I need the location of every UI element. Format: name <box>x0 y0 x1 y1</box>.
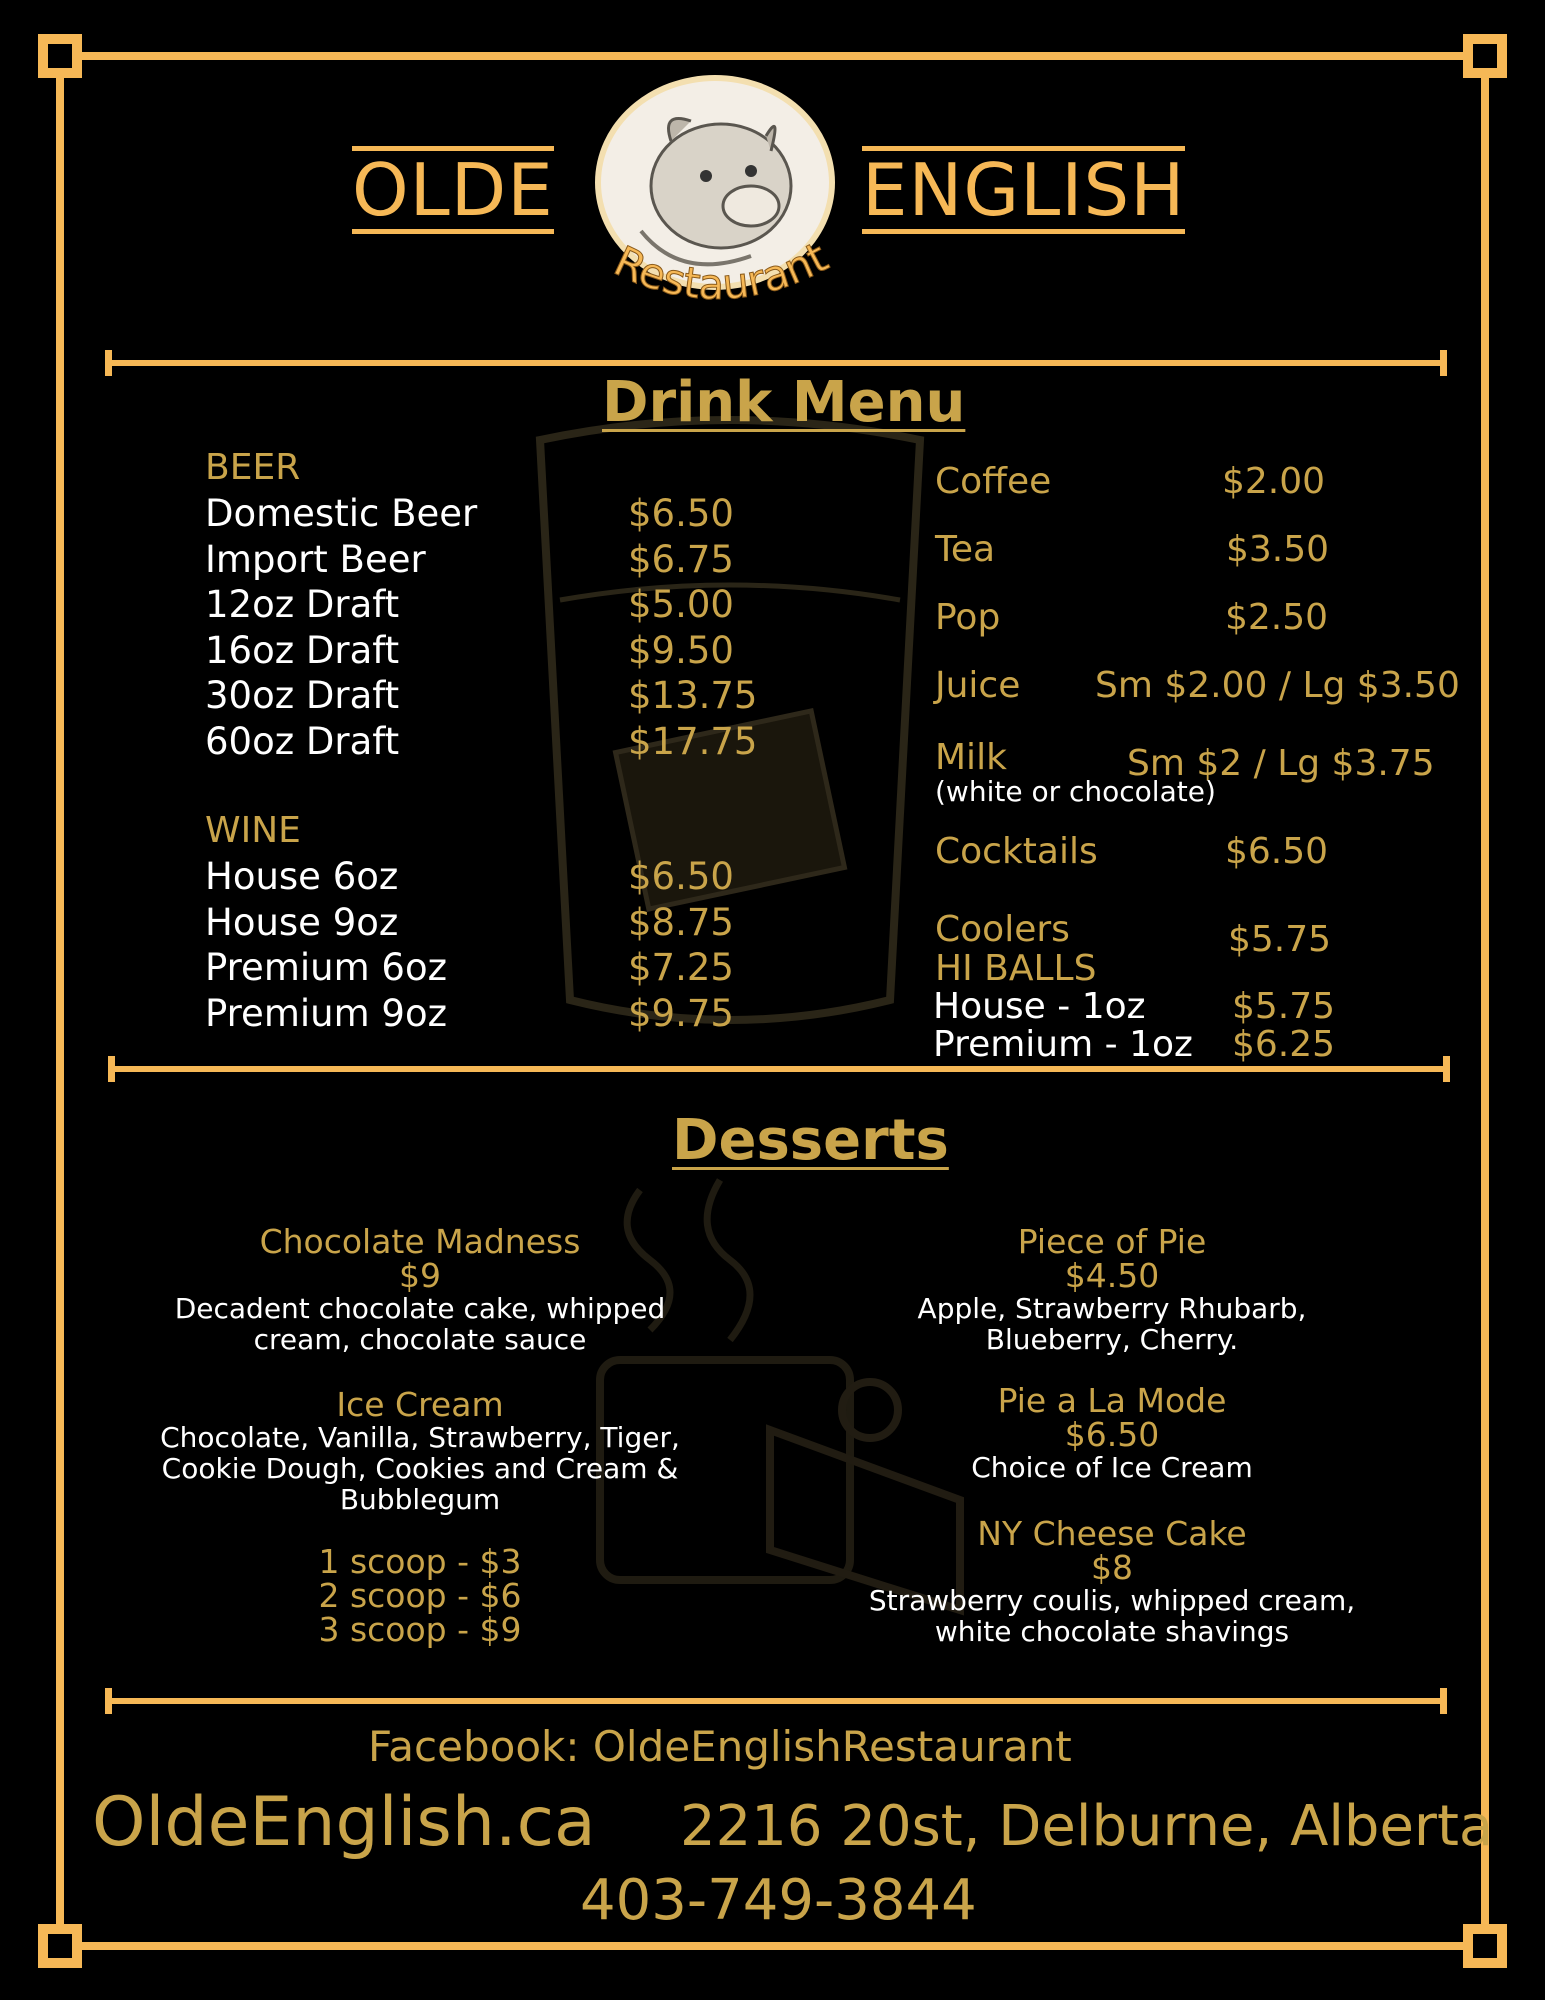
menu-item-price: $5.00 <box>628 583 734 626</box>
dessert-name: Pie a La Mode <box>997 1381 1227 1420</box>
scoop-price: 3 scoop - $9 <box>318 1610 522 1649</box>
menu-item-price: $6.50 <box>628 855 734 898</box>
phone-text: 403-749-3844 <box>580 1868 977 1933</box>
dessert-name: NY Cheese Cake <box>977 1514 1247 1553</box>
menu-item-price: $6.50 <box>1225 831 1329 872</box>
frame-top <box>60 52 1485 60</box>
menu-item-name: 16oz Draft <box>205 628 400 672</box>
dessert-desc-line: Choice of Ice Cream <box>971 1451 1253 1484</box>
menu-item-name: Cocktails <box>935 831 1098 872</box>
dessert-desc-line: Bubblegum <box>339 1483 501 1516</box>
dessert-name: Ice Cream <box>336 1385 504 1424</box>
menu-item-price: $6.25 <box>1232 1024 1336 1065</box>
dessert-price: $4.50 <box>1064 1256 1160 1295</box>
dessert-desc-line: Strawberry coulis, whipped cream, <box>868 1584 1356 1617</box>
frame-corner-bottom-right <box>1463 1924 1507 1968</box>
scoop-price: 2 scoop - $6 <box>318 1576 522 1615</box>
menu-item-price: $7.25 <box>628 946 734 989</box>
dessert-price: $9 <box>399 1256 441 1295</box>
menu-item-name: 60oz Draft <box>205 719 400 763</box>
dessert-name: Piece of Pie <box>1017 1222 1207 1261</box>
menu-item-name: 12oz Draft <box>205 583 400 626</box>
menu-item-name: 30oz Draft <box>205 674 400 717</box>
dessert-ny-cheese-cake <box>812 1514 1412 1648</box>
menu-item-name: House 9oz <box>205 900 399 944</box>
menu-item-price: $6.50 <box>628 492 734 535</box>
drink-menu-title: Drink Menu <box>602 370 966 435</box>
dessert-chocolate-madness <box>120 1222 720 1356</box>
menu-item-name: Pop <box>935 597 1001 638</box>
menu-item-price: $2.00 <box>1222 461 1326 502</box>
dessert-desc-line: white chocolate shavings <box>934 1615 1290 1648</box>
dessert-pie-a-la-mode <box>812 1381 1412 1484</box>
menu-item-name: House - 1oz <box>933 986 1146 1027</box>
menu-item-price: $17.75 <box>628 719 758 763</box>
frame-corner-bottom-left <box>38 1924 82 1968</box>
menu-item-price: Sm $2 / Lg $3.75 <box>1127 743 1435 784</box>
menu-item-price: $9.75 <box>628 991 734 1035</box>
logo-restaurant-arc <box>580 230 860 340</box>
menu-item-name: Tea <box>935 529 996 570</box>
dessert-desc-line: Decadent chocolate cake, whipped <box>174 1292 666 1325</box>
milk-note: (white or chocolate) <box>935 775 1216 808</box>
dessert-desc-line: Chocolate, Vanilla, Strawberry, Tiger, <box>160 1421 680 1454</box>
menu-item-name: House 6oz <box>205 855 399 898</box>
divider-bottom <box>105 1698 1447 1704</box>
dessert-name: Chocolate Madness <box>259 1222 581 1261</box>
menu-item-price: $3.50 <box>1226 529 1330 570</box>
address-text: 2216 20st, Delburne, Alberta <box>680 1794 1494 1859</box>
menu-item-price: $9.50 <box>628 628 734 672</box>
dessert-desc-line: Apple, Strawberry Rhubarb, <box>917 1292 1307 1325</box>
dessert-price: $6.50 <box>1064 1415 1160 1454</box>
frame-right <box>1481 56 1489 1946</box>
svg-text:Restaurant <box>607 232 836 309</box>
divider-top <box>105 360 1447 366</box>
frame-corner-top-right <box>1463 34 1507 78</box>
menu-item-name: Milk <box>935 737 1007 778</box>
dessert-price: $8 <box>1091 1548 1133 1587</box>
wine-heading: WINE <box>205 810 301 851</box>
menu-item-price: $5.75 <box>1232 986 1336 1027</box>
dessert-desc-line: cream, chocolate sauce <box>253 1323 587 1356</box>
frame-corner-top-left <box>38 34 82 78</box>
beer-heading: BEER <box>205 447 301 488</box>
scoop-price: 1 scoop - $3 <box>318 1542 522 1581</box>
menu-item-price: $5.75 <box>1228 919 1332 960</box>
menu-item-name: Juice <box>935 665 1021 706</box>
website-link[interactable]: OldeEnglish.ca <box>92 1783 596 1862</box>
menu-item-name: Coolers <box>935 909 1070 950</box>
menu-item-name: Premium 9oz <box>205 991 447 1035</box>
menu-item-name: Import Beer <box>205 537 426 581</box>
logo-left-word: OLDE <box>352 148 554 232</box>
hi-balls-heading: HI BALLS <box>935 948 1097 989</box>
menu-item-name: Premium 6oz <box>205 946 447 989</box>
menu-item-price: $2.50 <box>1225 597 1329 638</box>
menu-item-price: $6.75 <box>628 537 734 581</box>
frame-bottom <box>60 1942 1485 1950</box>
dessert-ice-cream <box>120 1385 720 1649</box>
menu-item-name: Domestic Beer <box>205 492 478 535</box>
dessert-desc-line: Cookie Dough, Cookies and Cream & <box>161 1452 679 1485</box>
frame-left <box>56 56 64 1946</box>
divider-middle <box>108 1066 1450 1072</box>
menu-item-price: Sm $2.00 / Lg $3.50 <box>1095 665 1460 706</box>
logo-right-word: ENGLISH <box>862 148 1186 232</box>
logo-sub-text: Restaurant <box>606 232 836 310</box>
dessert-piece-of-pie <box>812 1222 1412 1356</box>
menu-item-price: $8.75 <box>628 900 734 944</box>
menu-item-price: $13.75 <box>628 674 758 717</box>
menu-item-name: Coffee <box>935 461 1052 502</box>
menu-item-name: Premium - 1oz <box>933 1024 1193 1065</box>
facebook-link[interactable]: Facebook: OldeEnglishRestaurant <box>368 1722 1072 1771</box>
dessert-desc-line: Blueberry, Cherry. <box>985 1323 1239 1356</box>
desserts-title: Desserts <box>672 1108 949 1173</box>
